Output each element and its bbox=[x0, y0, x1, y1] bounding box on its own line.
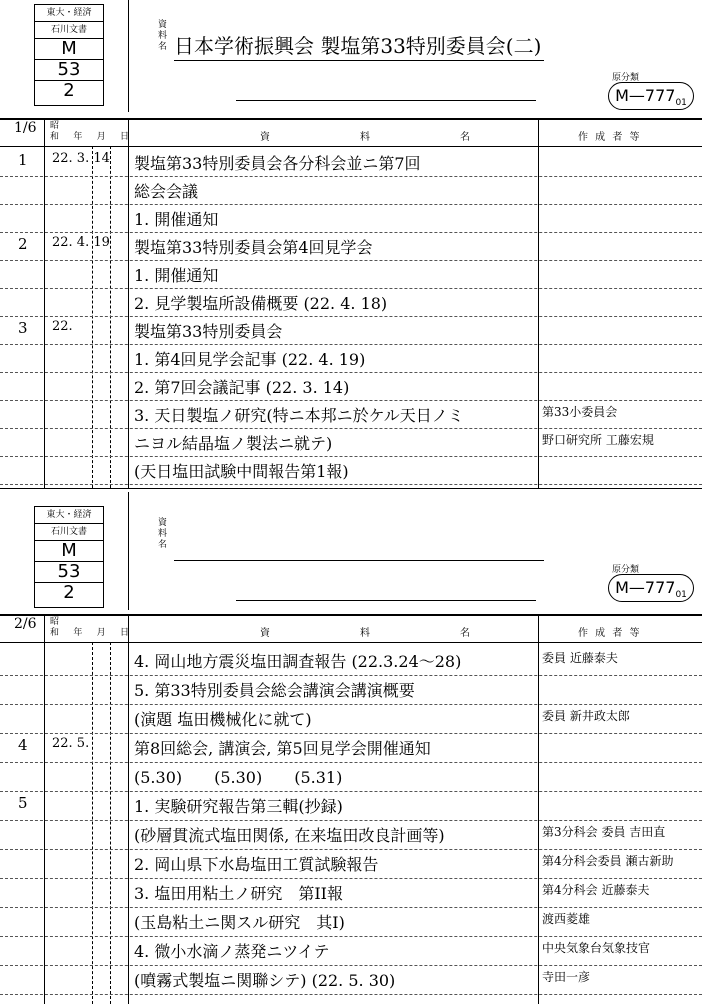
stamp-line1: 東大・経済 bbox=[35, 507, 103, 524]
row-divider bbox=[0, 675, 702, 676]
col-line-a1 bbox=[44, 118, 45, 488]
row-title: 1. 開催通知 bbox=[134, 210, 219, 229]
row-date: 22. bbox=[52, 319, 73, 334]
col-line-b2 bbox=[92, 642, 93, 1004]
row-title: 1. 開催通知 bbox=[134, 266, 219, 285]
row-author: 第4分科会委員 瀬古新助 bbox=[542, 854, 674, 868]
colhdr-date-1: 昭 和 年 月 日 bbox=[50, 121, 129, 142]
row-author: 第4分科会 近藤泰夫 bbox=[542, 883, 650, 897]
header-divider-2 bbox=[128, 492, 129, 610]
row-divider bbox=[0, 316, 702, 317]
doc-label-2: 資 料 名 bbox=[158, 518, 168, 550]
row-divider bbox=[0, 820, 702, 821]
row-author: 中央気象台気象技官 bbox=[542, 941, 651, 955]
table-top-border-2 bbox=[0, 614, 702, 616]
row-divider bbox=[0, 456, 702, 457]
page-number-1: 1/6 bbox=[14, 120, 37, 136]
stamp-code3: 2 bbox=[63, 80, 75, 101]
row-divider bbox=[0, 907, 702, 908]
page1-bottom bbox=[0, 488, 702, 489]
genbunrui-label: 原分類 bbox=[612, 73, 640, 83]
col-line-e2 bbox=[538, 614, 539, 1004]
row-title: 2. 岡山県下水島塩田工質試験報告 bbox=[134, 855, 379, 874]
col-line-d1 bbox=[128, 118, 129, 488]
colhdr-date-2: 昭 和 年 月 日 bbox=[50, 617, 129, 638]
row-divider bbox=[0, 260, 702, 261]
title-underline-4 bbox=[236, 600, 536, 601]
archive-stamp-2 bbox=[34, 506, 104, 608]
genbunrui-label-2: 原分類 bbox=[612, 565, 640, 575]
row-date: 22. 5. bbox=[52, 736, 90, 751]
row-divider bbox=[0, 204, 702, 205]
row-title: 2. 第7回会議記事 (22. 3. 14) bbox=[134, 378, 350, 397]
row-number: 5 bbox=[18, 794, 28, 812]
col-line-c1 bbox=[110, 146, 111, 488]
row-title: (噴霧式製塩ニ関聯シテ) (22. 5. 30) bbox=[134, 971, 396, 990]
colhdr-shiryomei-1: 資 料 名 bbox=[260, 132, 510, 143]
stamp-code1: M bbox=[35, 541, 103, 562]
row-author: 委員 新井政太郎 bbox=[542, 709, 630, 723]
title-underline bbox=[174, 60, 544, 61]
row-divider bbox=[0, 232, 702, 233]
row-title: 3. 天日製塩ノ研究(特ニ本邦ニ於ケル天日ノミ bbox=[134, 406, 464, 425]
col-line-c2 bbox=[110, 642, 111, 1004]
row-divider bbox=[0, 400, 702, 401]
row-title: (砂層貫流式塩田関係, 在来塩田改良計画等) bbox=[134, 826, 445, 845]
row-title: 製塩第33特別委員会 bbox=[134, 322, 283, 341]
row-author: 委員 近藤泰夫 bbox=[542, 651, 618, 665]
row-title: 5. 第33特別委員会総会講演会講演概要 bbox=[134, 681, 415, 700]
title-underline-3 bbox=[174, 560, 544, 561]
row-title: 総会会議 bbox=[134, 182, 199, 201]
header-divider bbox=[128, 0, 129, 112]
genbunrui-code: $M—777_{01}$ bbox=[608, 82, 694, 110]
row-title: ニヨル結晶塩ノ製法ニ就テ) bbox=[134, 434, 333, 453]
stamp-code1: M bbox=[35, 39, 103, 60]
row-title: (5.30) (5.30) (5.31) bbox=[134, 768, 343, 787]
row-title: (玉島粘土ニ関スル研究 其I) bbox=[134, 913, 345, 932]
row-divider bbox=[0, 288, 702, 289]
row-divider bbox=[0, 733, 702, 734]
archive-stamp bbox=[34, 4, 104, 106]
doc-label: 資 料 名 bbox=[158, 20, 168, 52]
row-number: 2 bbox=[18, 235, 28, 253]
col-line-d2 bbox=[128, 614, 129, 1004]
colhdr-sakuseisha-1: 作 成 者 等 bbox=[578, 132, 642, 143]
row-author: 寺田一彦 bbox=[542, 970, 591, 984]
colhdr-shiryomei-2: 資 料 名 bbox=[260, 628, 510, 639]
page-number-2: 2/6 bbox=[14, 616, 37, 632]
row-divider bbox=[0, 762, 702, 763]
genbunrui-code-2: $M—777_{01}$ bbox=[608, 574, 694, 602]
row-divider bbox=[0, 704, 702, 705]
col-line-a2 bbox=[44, 614, 45, 1004]
table-top-border bbox=[0, 118, 702, 120]
row-author: 第3分科会 委員 吉田直 bbox=[542, 825, 666, 839]
row-title: 1. 実験研究報告第三輯(抄録) bbox=[134, 797, 343, 816]
row-number: 4 bbox=[18, 736, 28, 754]
row-divider bbox=[0, 965, 702, 966]
row-number: 3 bbox=[18, 319, 28, 337]
row-author: 渡西菱雄 bbox=[542, 912, 591, 926]
row-title: 4. 岡山地方震災塩田調査報告 (22.3.24〜28) bbox=[134, 652, 462, 671]
doc-title: 日本学術振興会 製塩第33特別委員会(二) bbox=[174, 34, 542, 58]
row-number: 1 bbox=[18, 151, 28, 169]
row-divider bbox=[0, 936, 702, 937]
stamp-code3: 2 bbox=[63, 582, 75, 603]
row-author: 第33小委員会 bbox=[542, 405, 618, 419]
row-divider bbox=[0, 994, 702, 995]
row-title: 製塩第33特別委員会第4回見学会 bbox=[134, 238, 373, 257]
row-date: 22. 4. 19 bbox=[52, 235, 110, 250]
stamp-line2: 石川文書 bbox=[35, 524, 103, 541]
row-divider bbox=[0, 428, 702, 429]
row-divider bbox=[0, 372, 702, 373]
stamp-code2: 53 bbox=[35, 60, 103, 81]
row-divider bbox=[0, 849, 702, 850]
row-divider bbox=[0, 344, 702, 345]
stamp-line1: 東大・経済 bbox=[35, 5, 103, 22]
colhdr-bottom-1 bbox=[0, 146, 702, 147]
stamp-line2: 石川文書 bbox=[35, 22, 103, 39]
row-title: 2. 見学製塩所設備概要 (22. 4. 18) bbox=[134, 294, 388, 313]
row-divider bbox=[0, 484, 702, 485]
row-author: 野口研究所 工藤宏規 bbox=[542, 433, 654, 447]
row-divider bbox=[0, 791, 702, 792]
title-underline-2 bbox=[236, 100, 536, 101]
row-title: 3. 塩田用粘土ノ研究 第II報 bbox=[134, 884, 343, 903]
colhdr-sakuseisha-2: 作 成 者 等 bbox=[578, 628, 642, 639]
row-divider bbox=[0, 176, 702, 177]
row-title: 製塩第33特別委員会各分科会並ニ第7回 bbox=[134, 154, 421, 173]
colhdr-bottom-2 bbox=[0, 642, 702, 643]
row-title: (天日塩田試験中間報告第1報) bbox=[134, 462, 349, 481]
col-line-e1 bbox=[538, 118, 539, 488]
stamp-code2: 53 bbox=[35, 562, 103, 583]
row-title: (演題 塩田機械化に就て) bbox=[134, 710, 312, 729]
col-line-b1 bbox=[92, 146, 93, 488]
row-divider bbox=[0, 878, 702, 879]
row-title: 第8回総会, 講演会, 第5回見学会開催通知 bbox=[134, 739, 431, 758]
row-title: 1. 第4回見学会記事 (22. 4. 19) bbox=[134, 350, 366, 369]
row-title: 4. 微小水滴ノ蒸発ニツイテ bbox=[134, 942, 330, 961]
row-date: 22. 3. 14 bbox=[52, 151, 110, 166]
